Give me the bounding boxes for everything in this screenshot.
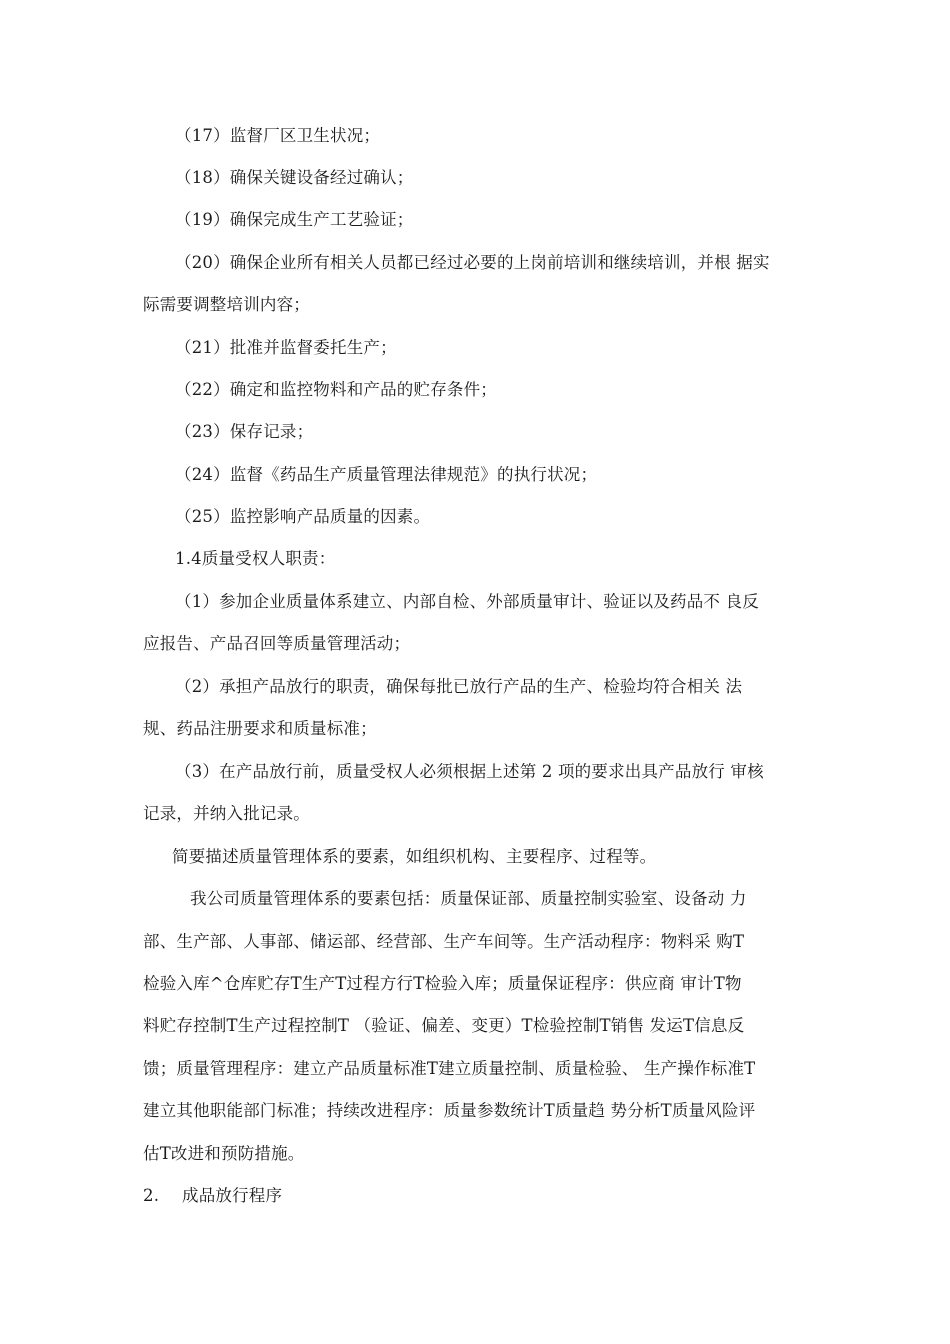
answer-line-3: 检验入库^仓库贮存T生产T过程方行T检验入库；质量保证程序：供应商 审计T物 bbox=[143, 974, 742, 993]
answer-line-4: 料贮存控制T生产过程控制T （验证、偏差、变更）T检验控制T销售 发运T信息反 bbox=[143, 1016, 745, 1035]
list-item-24: （24）监督《药品生产质量管理法律规范》的执行状况； bbox=[175, 465, 598, 484]
duty-2-line1: （2）承担产品放行的职责，确保每批已放行产品的生产、检验均符合相关 法 bbox=[175, 677, 743, 696]
section-2-title: 成品放行程序 bbox=[182, 1186, 283, 1205]
list-item-25: （25）监控影响产品质量的因素。 bbox=[175, 507, 431, 526]
list-item-18: （18）确保关键设备经过确认； bbox=[175, 168, 414, 187]
list-item-17: （17）监督厂区卫生状况； bbox=[175, 126, 381, 145]
duty-1-line2: 应报告、产品召回等质量管理活动； bbox=[143, 634, 411, 653]
answer-line-1: 我公司质量管理体系的要素包括：质量保证部、质量控制实验室、设备动 力 bbox=[190, 889, 747, 908]
answer-line-7: 估T改进和预防措施。 bbox=[143, 1144, 305, 1163]
section-2-number: 2. bbox=[143, 1186, 160, 1205]
section-1-4-heading: 1.4质量受权人职责： bbox=[175, 549, 336, 568]
duty-1-line1: （1）参加企业质量体系建立、内部自检、外部质量审计、验证以及药品不 良反 bbox=[175, 592, 759, 611]
list-item-20-line2: 际需要调整培训内容； bbox=[143, 295, 310, 314]
list-item-21: （21）批准并监督委托生产； bbox=[175, 338, 397, 357]
question-text: 简要描述质量管理体系的要素，如组织机构、主要程序、过程等。 bbox=[172, 847, 657, 866]
list-item-23: （23）保存记录； bbox=[175, 422, 314, 441]
answer-line-2: 部、生产部、人事部、储运部、经营部、生产车间等。生产活动程序：物料采 购T bbox=[143, 932, 745, 951]
duty-2-line2: 规、药品注册要求和质量标准； bbox=[143, 719, 377, 738]
duty-3-line1: （3）在产品放行前，质量受权人必须根据上述第 2 项的要求出具产品放行 审核 bbox=[175, 762, 764, 781]
answer-line-5: 馈；质量管理程序：建立产品质量标准T建立质量控制、质量检验、 生产操作标准T bbox=[143, 1059, 756, 1078]
list-item-20-line1: （20）确保企业所有相关人员都已经过必要的上岗前培训和继续培训，并根 据实 bbox=[175, 253, 770, 272]
list-item-22: （22）确定和监控物料和产品的贮存条件； bbox=[175, 380, 497, 399]
answer-line-6: 建立其他职能部门标准；持续改进程序：质量参数统计T质量趋 势分析T质量风险评 bbox=[143, 1101, 756, 1120]
list-item-19: （19）确保完成生产工艺验证； bbox=[175, 210, 414, 229]
duty-3-line2: 记录，并纳入批记录。 bbox=[143, 804, 310, 823]
